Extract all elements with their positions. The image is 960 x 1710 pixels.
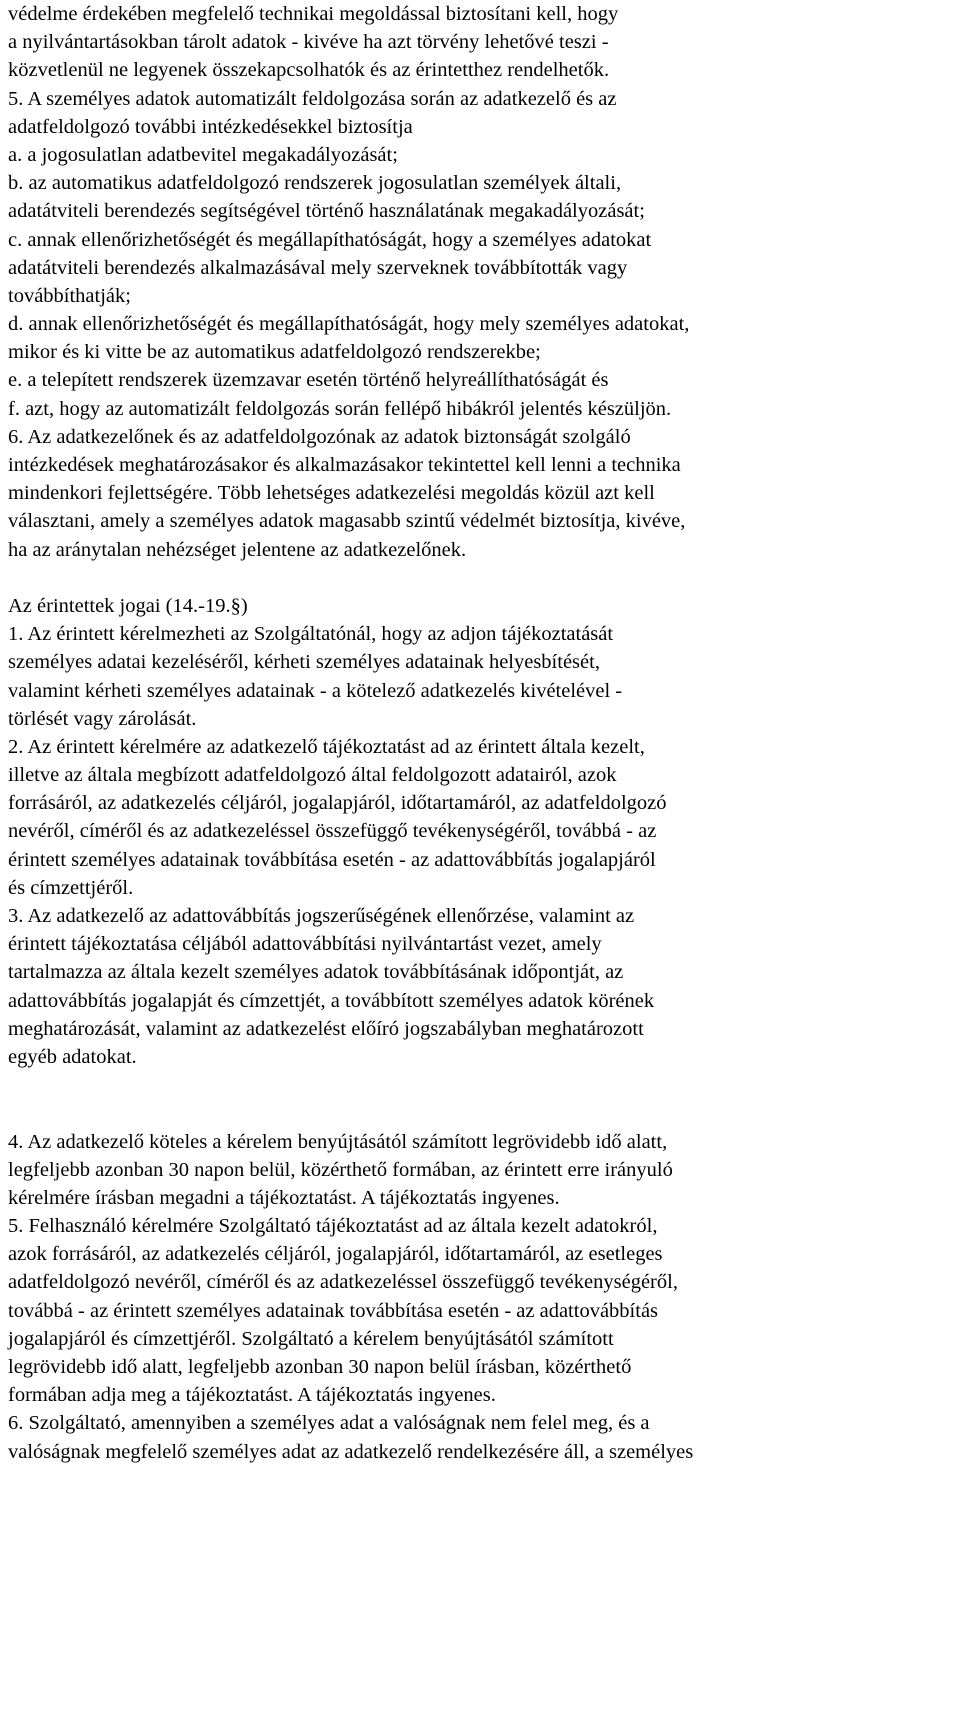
text-line: 5. Felhasználó kérelmére Szolgáltató tájékoztatást ad az általa kezelt adatokról, — [8, 1215, 658, 1238]
text-line: adatátviteli berendezés segítségével történő használatának megakadályozását; — [8, 200, 645, 223]
text-line: valamint kérheti személyes adatainak - a kötelező adatkezelés kivételével - — [8, 679, 623, 702]
text-line: a. a jogosulatlan adatbevitel megakadályozását; — [8, 143, 398, 166]
text-line: védelme érdekében megfelelő technikai megoldással biztosítani kell, hogy — [8, 3, 619, 25]
text-line: c. annak ellenőrizhetőségét és megállapíthatóságát, hogy a személyes adatokat — [8, 228, 652, 251]
text-line: törlését vagy zárolását. — [8, 707, 197, 730]
text-line: egyéb adatokat. — [8, 1045, 137, 1068]
paragraph-spacer — [8, 1071, 954, 1127]
text-line: meghatározását, valamint az adatkezelést előíró jogszabályban meghatározott — [8, 1017, 644, 1040]
text-line: a nyilvántartásokban tárolt adatok - kivéve ha azt törvény lehetővé teszi - — [8, 31, 609, 54]
text-line: 2. Az érintett kérelmére az adatkezelő tájékoztatást ad az érintett általa kezelt, — [8, 735, 645, 758]
text-line: f. azt, hogy az automatizált feldolgozás során fellépő hibákról jelentés készüljön. — [8, 397, 672, 420]
text-line: 6. Az adatkezelőnek és az adatfeldolgozónak az adatok biztonságát szolgáló — [8, 425, 631, 448]
text-line: intézkedések meghatározásakor és alkalmazásakor tekintettel kell lenni a technika — [8, 454, 681, 476]
text-line: adatfeldolgozó további intézkedésekkel biztosítja — [8, 115, 413, 138]
text-line: jogalapjáról és címzettjéről. Szolgáltató a kérelem benyújtásától számított — [8, 1327, 614, 1350]
text-line: személyes adatai kezeléséről, kérheti személyes adatainak helyesbítését, — [8, 651, 600, 674]
text-line: b. az automatikus adatfeldolgozó rendszerek jogosulatlan személyek általi, — [8, 172, 622, 195]
text-line: választani, amely a személyes adatok magasabb szintű védelmét biztosítja, kivéve, — [8, 510, 686, 533]
text-line: illetve az általa megbízott adatfeldolgozó által feldolgozott adatairól, azok — [8, 764, 617, 787]
paragraph-spacer — [8, 564, 954, 592]
text-line: 5. A személyes adatok automatizált feldolgozása során az adatkezelő és az — [8, 87, 617, 110]
document-page — [8, 0, 954, 1466]
text-line: adattovábbítás jogalapját és címzettjét, a továbbított személyes adatok körének — [8, 989, 655, 1012]
text-line: ha az aránytalan nehézséget jelentene az adatkezelőnek. — [8, 538, 467, 561]
text-line: adatátviteli berendezés alkalmazásával mely szerveknek továbbították vagy — [8, 256, 628, 279]
text-line: e. a telepített rendszerek üzemzavar esetén történő helyreállíthatóságát és — [8, 369, 609, 392]
text-line: valóságnak megfelelő személyes adat az adatkezelő rendelkezésére áll, a személyes — [8, 1440, 694, 1463]
text-line: kérelmére írásban megadni a tájékoztatást. A tájékoztatás ingyenes. — [8, 1186, 560, 1209]
text-line: és címzettjéről. — [8, 876, 134, 899]
text-line: Az érintettek jogai (14.-19.§) — [8, 594, 248, 617]
text-line: formában adja meg a tájékoztatást. A tájékoztatás ingyenes. — [8, 1384, 496, 1407]
text-line: legrövidebb idő alatt, legfeljebb azonban 30 napon belül írásban, közérthető — [8, 1356, 632, 1379]
text-line: mikor és ki vitte be az automatikus adatfeldolgozó rendszerekbe; — [8, 341, 541, 364]
text-line: 3. Az adatkezelő az adattovábbítás jogszerűségének ellenőrzése, valamint az — [8, 905, 635, 927]
text-line: érintett tájékoztatása céljából adattovábbítási nyilvántartást vezet, amely — [8, 933, 602, 956]
text-line: közvetlenül ne legyenek összekapcsolhatók és az érintetthez rendelhetők. — [8, 59, 610, 82]
text-line: adatfeldolgozó nevéről, címéről és az adatkezeléssel összefüggő tevékenységéről, — [8, 1271, 678, 1294]
text-line: nevéről, címéről és az adatkezeléssel összefüggő tevékenységéről, továbbá - az — [8, 820, 657, 843]
text-line: továbbá - az érintett személyes adatainak továbbítása esetén - az adattovábbítás — [8, 1299, 659, 1322]
text-line: 6. Szolgáltató, amennyiben a személyes adat a valóságnak nem felel meg, és a — [8, 1412, 650, 1435]
text-line: mindenkori fejlettségére. Több lehetséges adatkezelési megoldás közül azt kell — [8, 482, 655, 505]
text-line: forrásáról, az adatkezelés céljáról, jogalapjáról, időtartamáról, az adatfeldolgozó — [8, 792, 667, 815]
text-line: azok forrásáról, az adatkezelés céljáról, jogalapjáról, időtartamáról, az esetleges — [8, 1243, 663, 1266]
text-line: továbbíthatják; — [8, 284, 131, 307]
text-line: 1. Az érintett kérelmezheti az Szolgáltatónál, hogy az adjon tájékoztatását — [8, 623, 614, 646]
text-line: érintett személyes adatainak továbbítása esetén - az adattovábbítás jogalapjáról — [8, 848, 656, 871]
text-line: legfeljebb azonban 30 napon belül, közérthető formában, az érintett erre irányuló — [8, 1158, 673, 1181]
text-line: 4. Az adatkezelő köteles a kérelem benyújtásától számított legrövidebb idő alatt, — [8, 1130, 668, 1153]
text-line: tartalmazza az általa kezelt személyes adatok továbbításának időpontját, az — [8, 961, 624, 984]
text-line: d. annak ellenőrizhetőségét és megállapíthatóságát, hogy mely személyes adatokat, — [8, 313, 690, 336]
